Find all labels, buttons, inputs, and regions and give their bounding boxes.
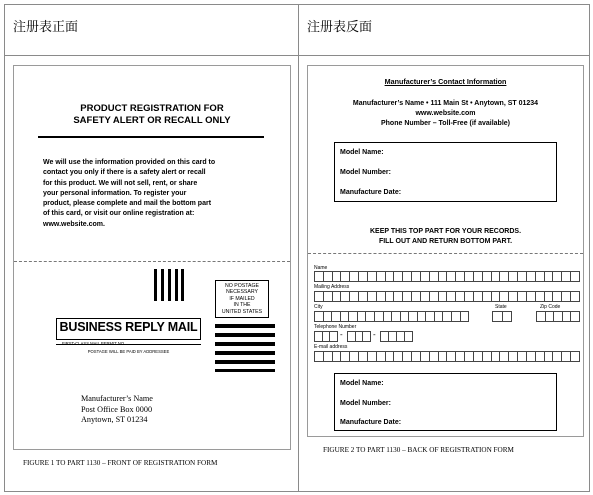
front-title: PRODUCT REGISTRATION FOR SAFETY ALERT OR RECALL ONLY — [73, 103, 231, 126]
front-header: 注册表正面 — [13, 20, 79, 35]
business-reply-mail-box — [56, 318, 201, 340]
contact-info: Manufacturer’s Name • 111 Main St • Anytown, ST 01234 www.website.com Phone Number – Toll-Free (if available) — [352, 100, 539, 127]
front-registration-card — [13, 65, 291, 450]
zip-label: Zip Code — [540, 304, 561, 310]
keep-instructions: KEEP THIS TOP PART FOR YOUR RECORDS. FILL OUT AND RETURN BOTTOM PART. — [369, 228, 522, 245]
phone-label: Telephone Number — [314, 324, 357, 330]
contact-title: Manufacturer’s Contact Information — [384, 77, 507, 86]
brm-title: BUSINESS REPLY MAIL — [59, 320, 198, 334]
brm-permit: FIRST-CLASS MAIL PERMIT NO. — [62, 341, 126, 346]
email-field[interactable] — [314, 351, 580, 362]
header-divider — [5, 55, 589, 56]
name-label: Name — [314, 265, 328, 271]
document-table — [4, 4, 590, 492]
title-rule — [38, 136, 264, 138]
state-label: State — [495, 304, 507, 310]
model-info-box-bottom: Model Name: Model Number: Manufacture Date: — [334, 373, 557, 431]
name-field[interactable] — [314, 271, 580, 282]
city-label: City — [314, 304, 323, 310]
state-field[interactable] — [492, 311, 512, 322]
front-caption: FIGURE 1 TO PART 1130 – FRONT OF REGISTRATION FORM — [23, 459, 218, 467]
column-divider — [298, 5, 299, 491]
tear-line — [308, 253, 583, 254]
zip-field[interactable] — [536, 311, 580, 322]
back-caption: FIGURE 2 TO PART 1130 – BACK OF REGISTRATION FORM — [323, 446, 514, 454]
front-body-text: We will use the information provided on this card to contact you only if there is a safety alert or recall for this product. We will not sell, rent, or share your personal information. To register your product, please complete and mail the bottom part of this card, or visit our online registration at: www.website.com. — [43, 159, 216, 228]
model-info-box-top: Model Name: Model Number: Manufacture Date: — [334, 142, 557, 202]
phone-area-field[interactable] — [314, 331, 338, 342]
brm-paid-by: POSTAGE WILL BE PAID BY ADDRESSEE — [87, 349, 170, 354]
phone-prefix-field[interactable] — [347, 331, 371, 342]
back-registration-card: Manufacturer’s Contact Information Manufacturer’s Name • 111 Main St • Anytown, ST 01234 www.website.com Phone Number – Toll-Free (if available) Model Name: Model Number: Manufacture Date: KEEP THIS TOP PART FOR YOUR RECORDS. FILL OUT AND RETURN BOTTOM PART. Name Mailing Address City State Zip Code Telephone Number - - E-mail address Model Name: Model Number: Manufacture Date: — [307, 65, 584, 437]
fold-line — [14, 261, 290, 262]
barcode-icon — [154, 269, 184, 301]
back-header: 注册表反面 — [307, 20, 373, 35]
phone-line-field[interactable] — [380, 331, 413, 342]
email-label: E-mail address — [314, 344, 348, 350]
mailing-address-label: Mailing Address — [314, 284, 350, 290]
mailing-address: Manufacturer’s Name Post Office Box 0000 Anytown, ST 01234 — [81, 394, 153, 424]
mailing-address-field[interactable] — [314, 291, 580, 302]
city-field[interactable] — [314, 311, 469, 322]
no-postage-box: NO POSTAGE NECESSARY IF MAILED IN THE UNITED STATES — [215, 280, 269, 318]
postal-bars-icon — [215, 324, 275, 372]
